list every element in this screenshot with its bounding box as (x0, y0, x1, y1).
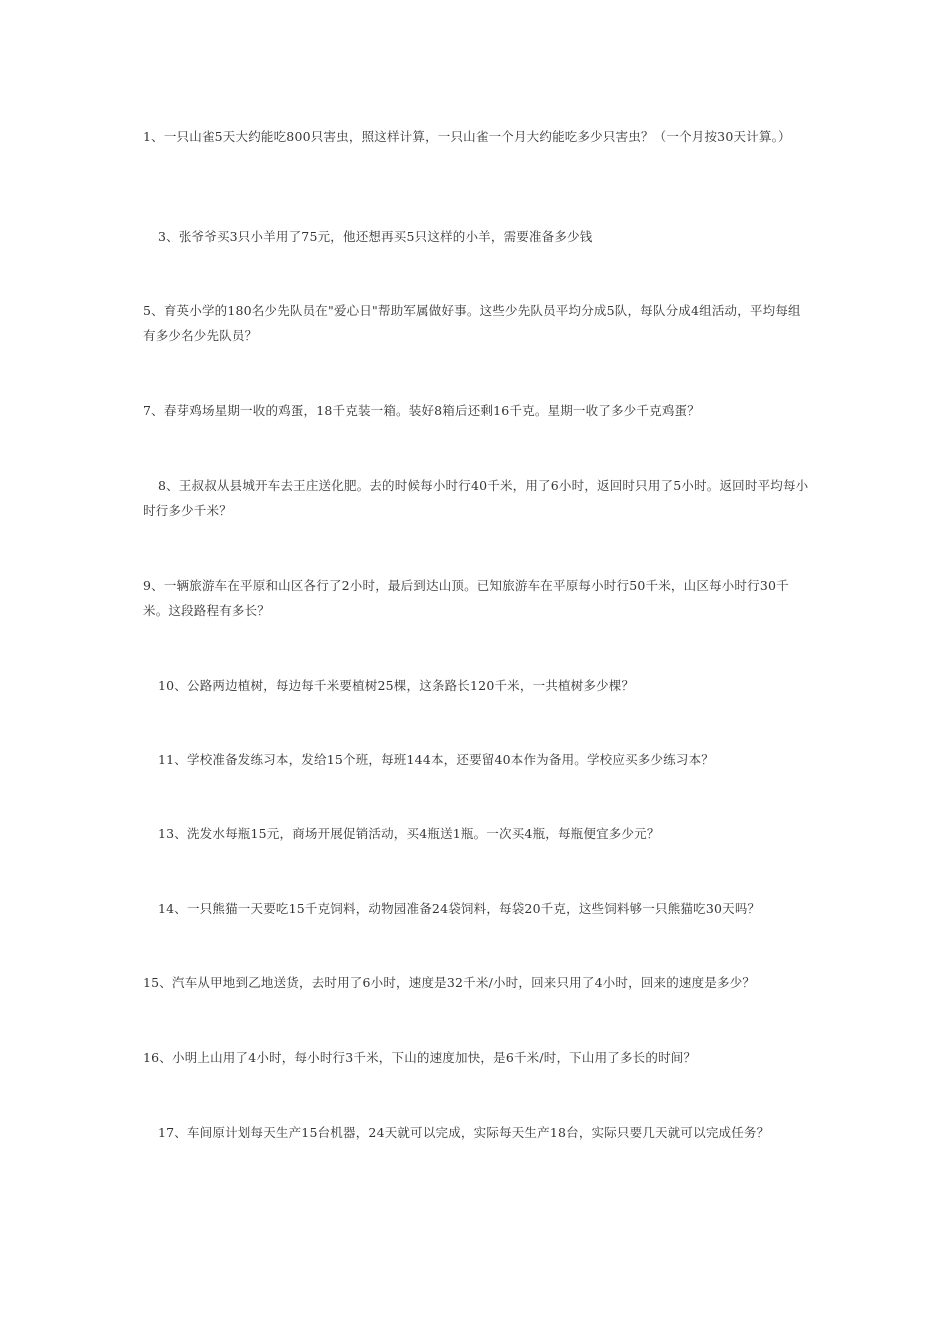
problem-16: 16、小明上山用了4小时，每小时行3千米，下山的速度加快，是6千米/时，下山用了多长的时间？ (143, 1050, 697, 1065)
problem-10: 10、公路两边植树，每边每千米要植树25棵，这条路长120千米，一共植树多少棵？ (158, 678, 635, 693)
problem-8: 8、王叔叔从县城开车去王庄送化肥。去的时候每小时行40千米，用了6小时，返回时只用了5小时。返回时平均每小时行多少千米？ (143, 478, 809, 518)
problem-7: 7、春芽鸡场星期一收的鸡蛋，18千克装一箱。装好8箱后还剩16千克。星期一收了多少千克鸡蛋？ (143, 403, 700, 418)
problem-5: 5、育英小学的180名少先队员在"爱心日"帮助军属做好事。这些少先队员平均分成5队，每队分成4组活动，平均每组有多少名少先队员？ (143, 303, 801, 343)
problem-11: 11、学校准备发练习本，发给15个班，每班144本，还要留40本作为备用。学校应买多少练习本？ (158, 752, 714, 767)
problem-15: 15、汽车从甲地到乙地送货，去时用了6小时，速度是32千米/小时，回来只用了4小时，回来的速度是多少？ (143, 975, 756, 990)
problem-14: 14、一只熊猫一天要吃15千克饲料，动物园准备24袋饲料，每袋20千克，这些饲料够一只熊猫吃30天吗？ (158, 901, 761, 916)
problem-9: 9、一辆旅游车在平原和山区各行了2小时，最后到达山顶。已知旅游车在平原每小时行50千米，山区每小时行30千米。这段路程有多长？ (143, 578, 789, 618)
problem-13: 13、洗发水每瓶15元，商场开展促销活动，买4瓶送1瓶。一次买4瓶，每瓶便宜多少元？ (158, 826, 660, 841)
problem-1: 1、一只山雀5天大约能吃800只害虫，照这样计算，一只山雀一个月大约能吃多少只害虫？（一个月按30天计算。） (143, 129, 791, 144)
problem-17: 17、车间原计划每天生产15台机器，24天就可以完成，实际每天生产18台，实际只要几天就可以完成任务？ (158, 1125, 770, 1140)
problem-3: 3、张爷爷买3只小羊用了75元，他还想再买5只这样的小羊，需要准备多少钱 (158, 229, 593, 244)
